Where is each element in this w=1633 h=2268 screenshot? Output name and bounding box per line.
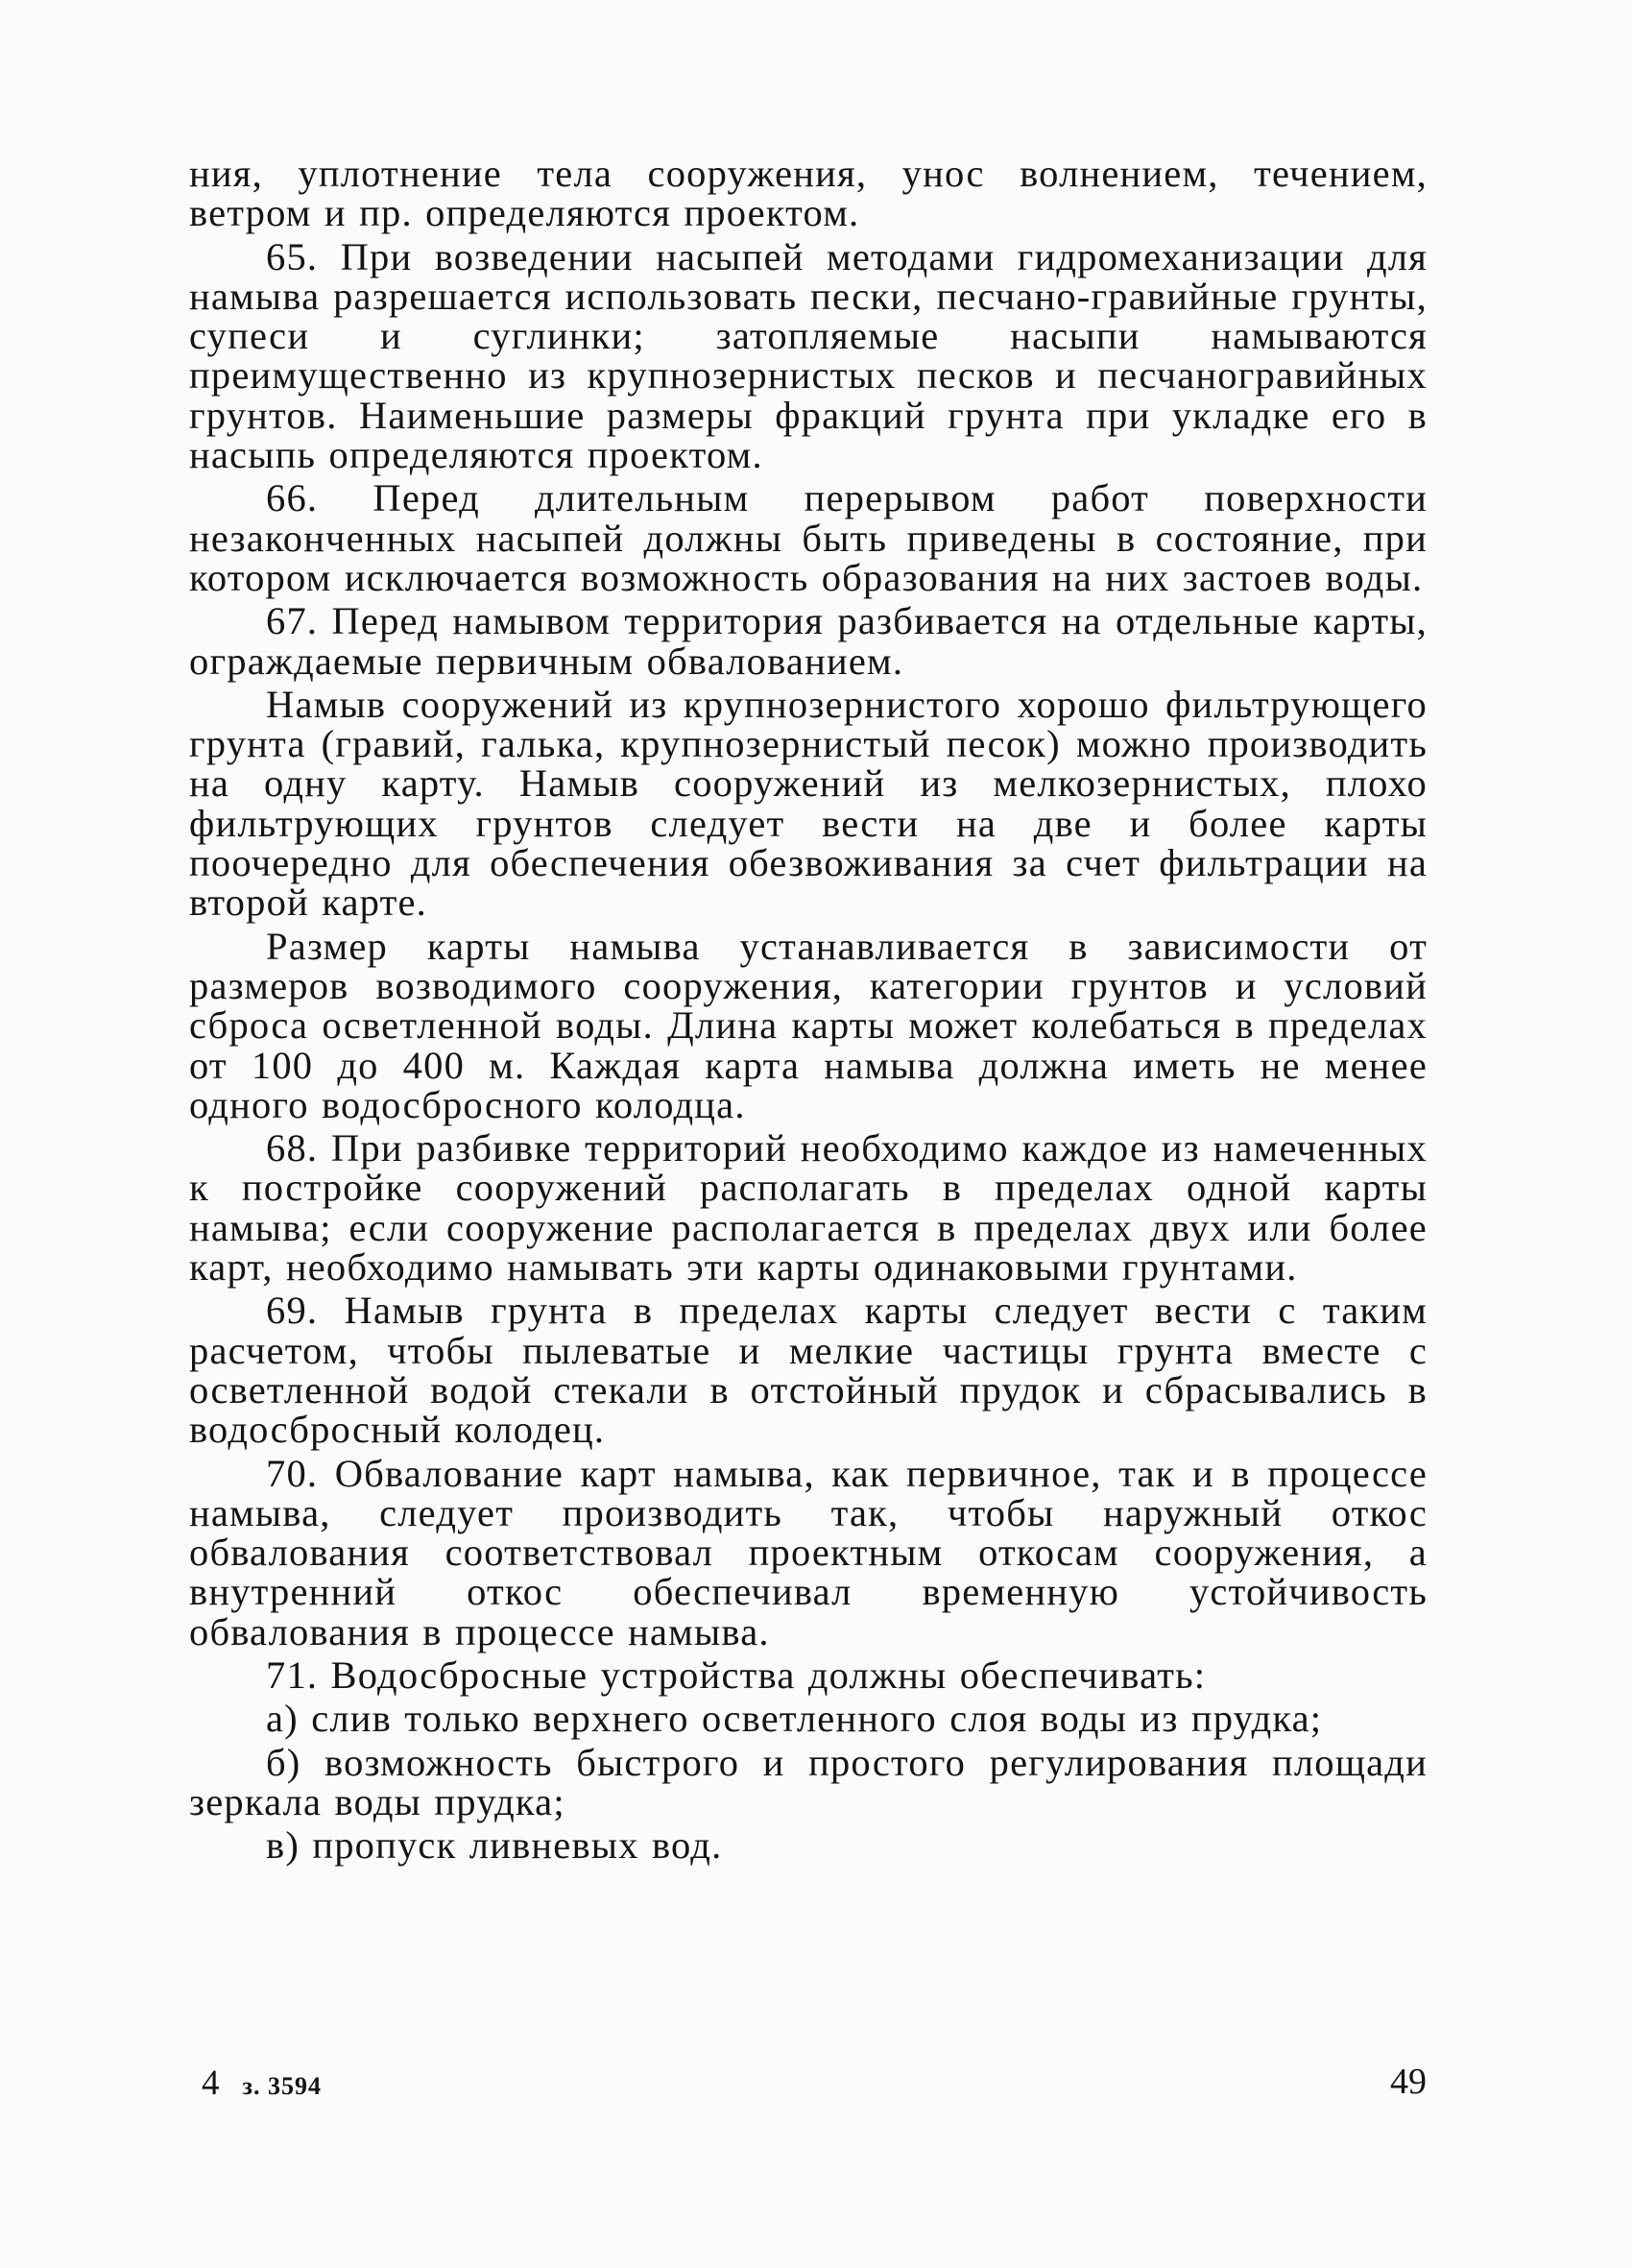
paragraph-67: 67. Перед намывом территория разбивается на отдельные карты, ограждаемые первичным обвалованием. [189,599,1428,683]
paragraph-65: 65. При возведении насыпей методами гидромеханизации для намыва разрешается использовать пески, песчано-гравийные грунты, супеси и суглинки; затопляемые насыпи намываются преимущественно из крупнозернистых песков и песчаногравийных грунтов. Наименьшие размеры фракций грунта при укладке его в насыпь определяются проектом. [189,234,1428,477]
paragraph-71: 71. Водосбросные устройства должны обеспечивать: [266,1653,1207,1697]
page-number: 49 [1390,2062,1427,2102]
signature-number: 4 [202,2063,220,2103]
list-item-b: б) возможность быстрого и простого регулирования площади зеркала воды прудка; [189,1740,1428,1823]
paragraph-70: 70. Обвалование карт намыва, как первичное, так и в процессе намыва, следует производить так, чтобы наружный откос обвалования соответствовал проектным откосам сооружения, а внутренний откос обеспечивал временную устойчивость обвалования в процессе намыва. [189,1451,1428,1653]
list-item-c: в) пропуск ливневых вод. [266,1823,723,1868]
list-item-a: а) слив только верхнего осветленного слоя воды из прудка; [266,1697,1323,1741]
paragraph-69: 69. Намыв грунта в пределах карты следует вести с таким расчетом, чтобы пылеватые и мелкие частицы грунта вместе с осветленной водой стекали в отстойный прудок и сбрасывались в водосбросный колодец. [189,1289,1428,1452]
paragraph-continuation: ния, уплотнение тела сооружения, унос волнением, течением, ветром и пр. определяются проектом. [189,152,1428,235]
printer-signature [202,2063,322,2104]
paragraph-67-map-filtering: Намыв сооружений из крупнозернистого хорошо фильтрующего грунта (гравий, галька, крупнозернистый песок) можно производить на одну карту. Намыв сооружений из мелкозернистых, плохо фильтрующих грунтов следует вести на две и более карты поочередно для обеспечения обезвоживания за счет фильтрации на второй карте. [189,682,1428,925]
body-text [189,154,1428,1869]
signature-code: з. 3594 [242,2072,322,2100]
paragraph-66: 66. Перед длительным перерывом работ поверхности незаконченных насыпей должны быть приведены в состояние, при котором исключается возможность образования на них застоев воды. [189,476,1428,599]
paragraph-68: 68. При разбивке территорий необходимо каждое из намеченных к постройке сооружений располагать в пределах одной карты намыва; если сооружение располагается в пределах двух или более карт, необходимо намывать эти карты одинаковыми грунтами. [189,1126,1428,1290]
paragraph-67-map-size: Размер карты намыва устанавливается в зависимости от размеров возводимого сооружения, категории грунтов и условий сброса осветленной воды. Длина карты может колебаться в пределах от 100 до 400 м. Каждая карта намыва должна иметь не менее одного водосбросного колодца. [189,924,1428,1126]
